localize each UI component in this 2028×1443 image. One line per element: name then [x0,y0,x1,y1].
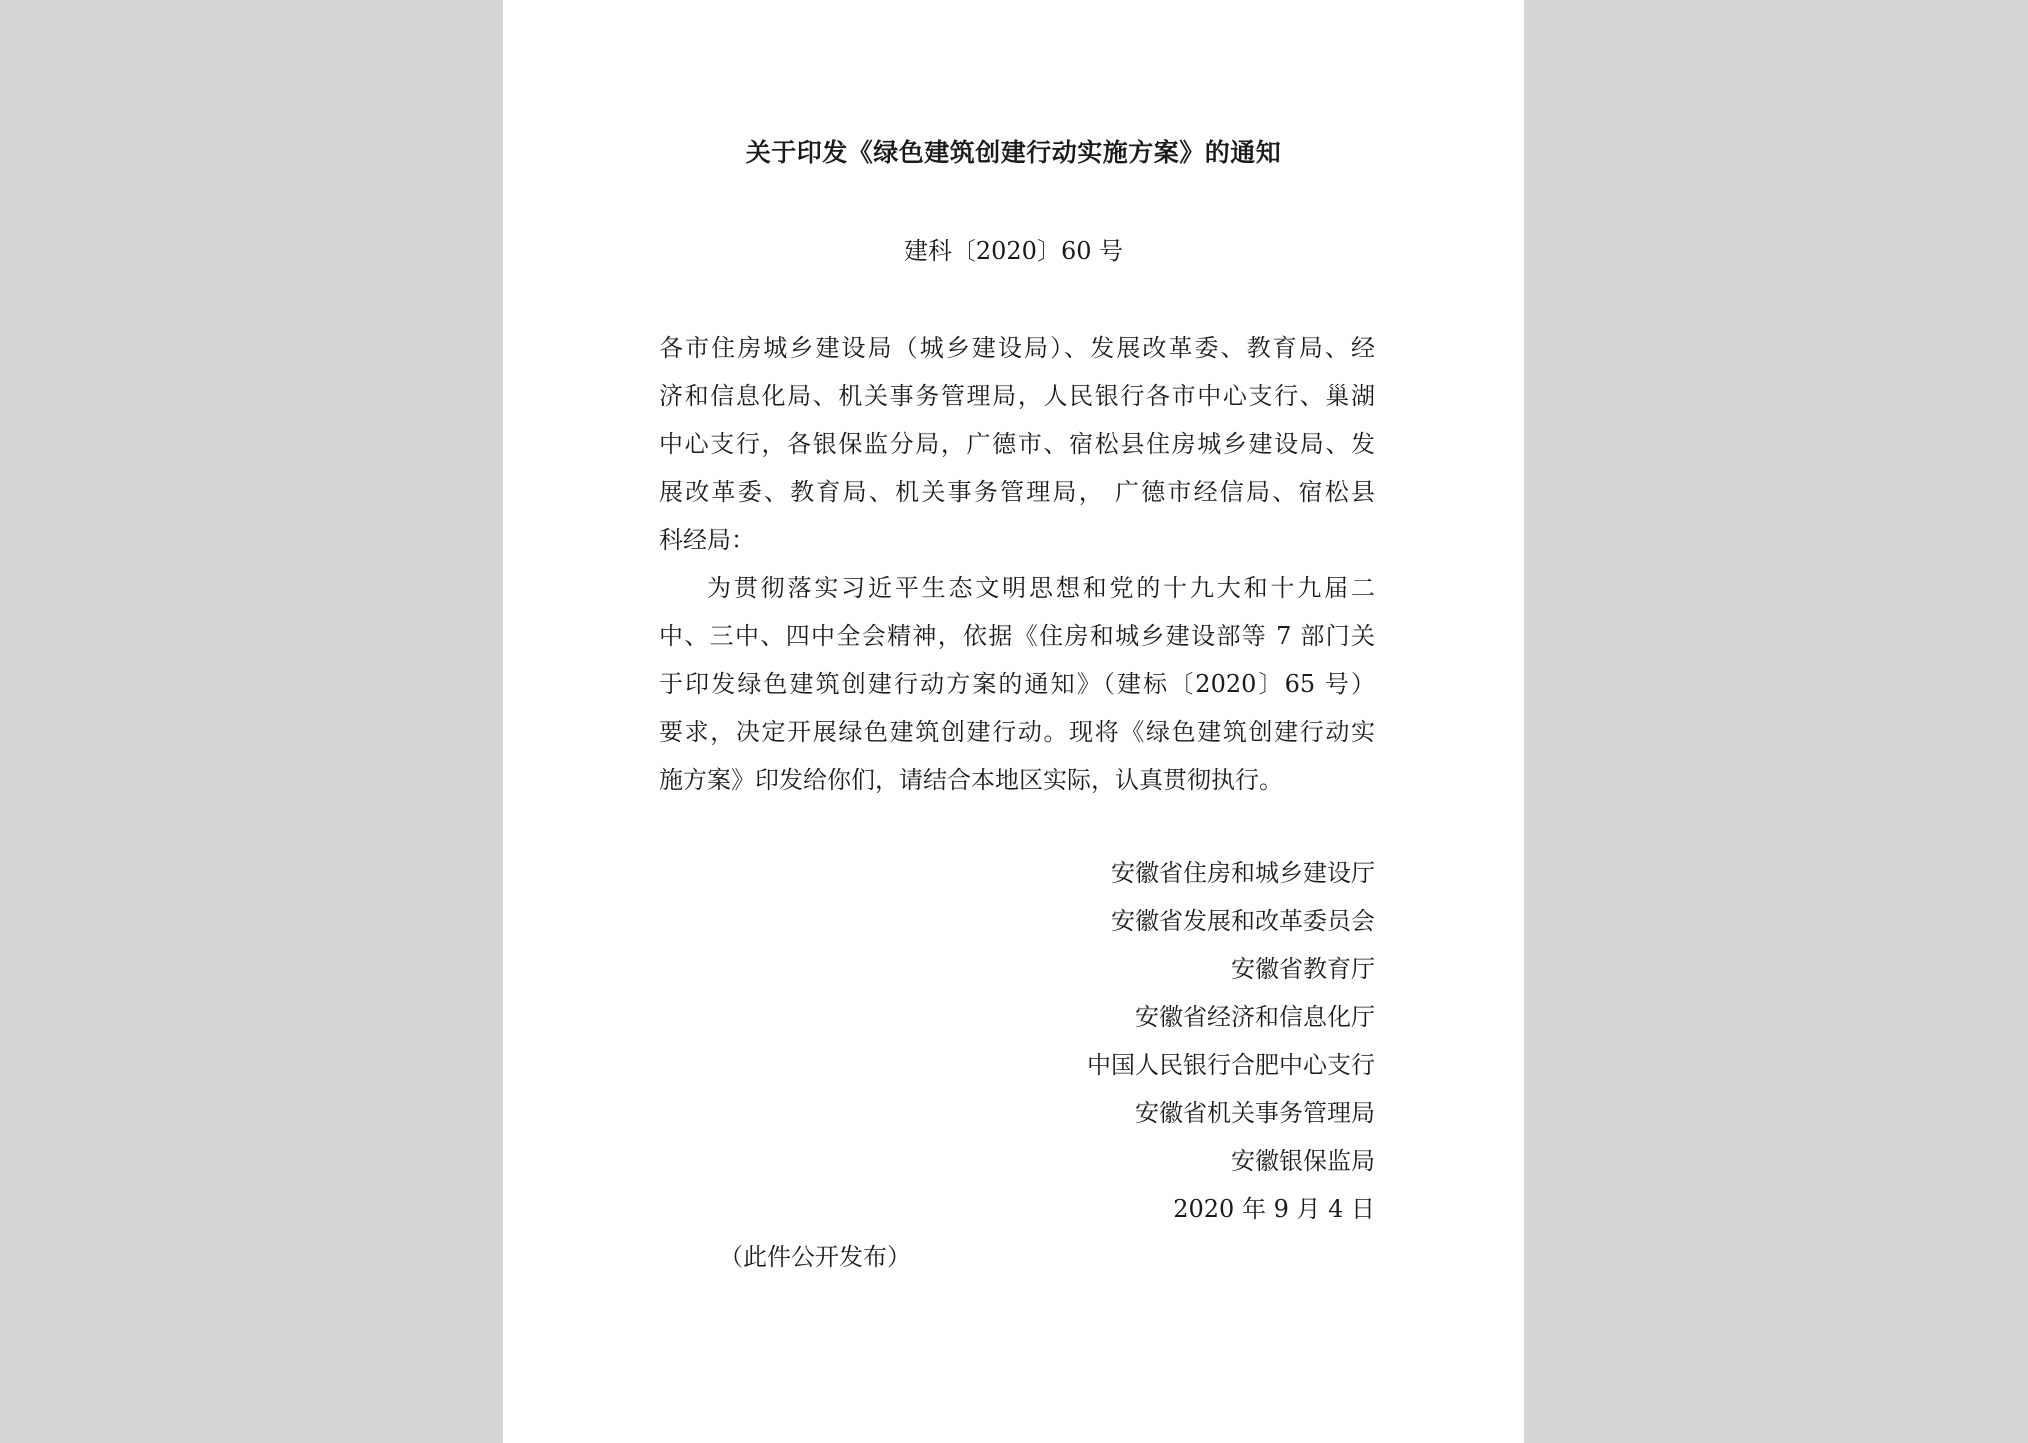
signatory: 中国人民银行合肥中心支行 [1087,1051,1375,1079]
addressee-line: 济和信息化局、机关事务管理局，人民银行各市中心支行、巢湖 [659,382,1375,410]
signatory: 安徽省住房和城乡建设厅 [1111,859,1375,887]
document-date: 2020 年 9 月 4 日 [1173,1195,1375,1223]
signatory: 安徽省机关事务管理局 [1135,1099,1375,1127]
signature-block [1087,849,1375,1233]
document-title: 关于印发《绿色建筑创建行动实施方案》的通知 [745,138,1282,167]
body-line: 于印发绿色建筑创建行动方案的通知》（建标〔2020〕65 号） [659,670,1375,698]
document-page [503,0,1524,1443]
body-line: 为贯彻落实习近平生态文明思想和党的十九大和十九届二 [707,574,1375,602]
addressee-paragraph [659,324,1375,564]
addressee-line: 各市住房城乡建设局（城乡建设局）、发展改革委、教育局、经 [659,334,1375,362]
body-line: 要求，决定开展绿色建筑创建行动。现将《绿色建筑创建行动实 [659,718,1375,746]
signatory: 安徽省经济和信息化厅 [1135,1003,1375,1031]
document-body [659,324,1375,804]
addressee-line: 科经局： [659,526,755,554]
addressee-line: 展改革委、教育局、机关事务管理局， 广德市经信局、宿松县 [659,478,1375,506]
signatory: 安徽省教育厅 [1231,955,1375,983]
signatory: 安徽省发展和改革委员会 [1111,907,1375,935]
addressee-line: 中心支行，各银保监分局，广德市、宿松县住房城乡建设局、发 [659,430,1375,458]
body-line: 施方案》印发给你们，请结合本地区实际，认真贯彻执行。 [659,766,1283,794]
public-release-note: （此件公开发布） [719,1243,911,1271]
document-number: 建科〔2020〕60 号 [903,237,1124,265]
signatory: 安徽银保监局 [1231,1147,1375,1175]
body-paragraph [659,564,1375,804]
body-line: 中、三中、四中全会精神，依据《住房和城乡建设部等 7 部门关 [659,622,1375,650]
